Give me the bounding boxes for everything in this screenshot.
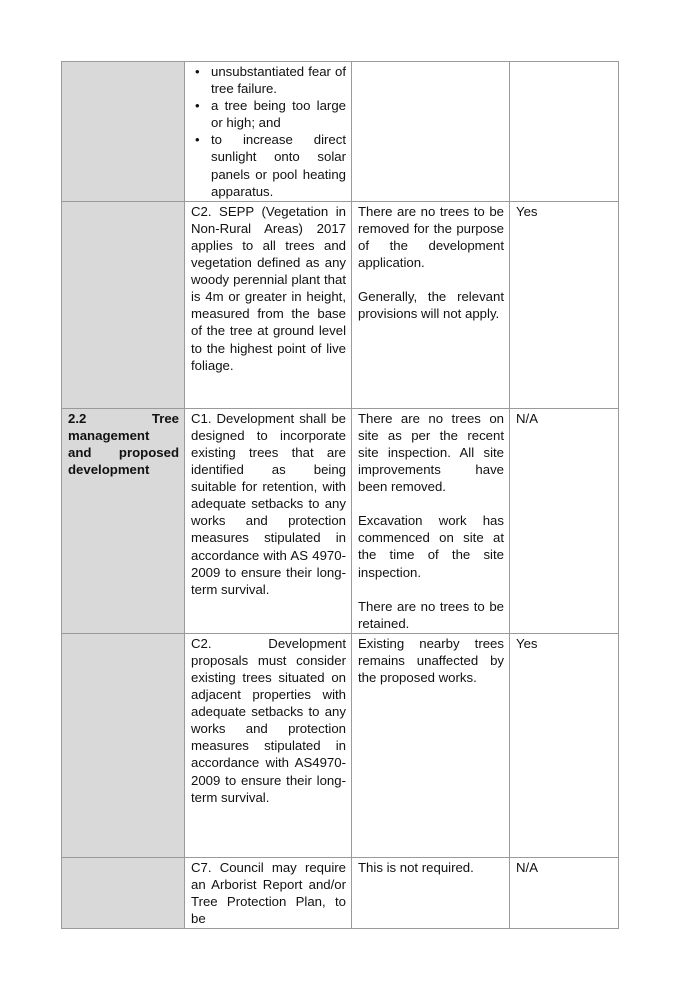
section-cell xyxy=(62,633,185,857)
comment-cell xyxy=(352,201,510,408)
control-cell xyxy=(185,62,352,202)
comment-cell xyxy=(352,633,510,857)
control-cell xyxy=(185,633,352,857)
table-row xyxy=(62,633,619,857)
control-text: C1. Development shall be designed to incorporate existing trees that are identified as being suitable for retention, with adequate setbacks to any works and protection measures stipulated in accordance with AS 4970-2009 to ensure their long-term survival. xyxy=(191,410,346,597)
complies-value: Yes xyxy=(516,203,538,219)
complies-cell xyxy=(510,62,619,202)
control-cell xyxy=(185,857,352,928)
list-item: • a tree being too large or high; and xyxy=(211,97,346,131)
comment-text: There are no trees to be removed for the purpose of the development application. xyxy=(358,203,504,271)
section-cell xyxy=(62,857,185,928)
table-row xyxy=(62,857,619,928)
complies-cell xyxy=(510,408,619,633)
table-row xyxy=(62,201,619,408)
control-text: C2. Development proposals must consider existing trees situated on adjacent properties with adequate setbacks to any works and protection measures stipulated in accordance with AS4970-2009 to ensure their long-term survival. xyxy=(191,635,346,805)
comment-text: This is not required. xyxy=(358,859,474,875)
section-cell xyxy=(62,62,185,202)
list-item: • to increase direct sunlight onto solar panels or pool heating apparatus. xyxy=(211,131,346,199)
comment-cell xyxy=(352,408,510,633)
comment-text: There are no trees to be retained. xyxy=(358,598,504,631)
control-text: C7. Council may require an Arborist Report and/or Tree Protection Plan, to be xyxy=(191,859,346,927)
control-bullet-list xyxy=(191,63,346,200)
control-text: C2. SEPP (Vegetation in Non-Rural Areas) 2017 applies to all trees and vegetation defined as any woody perennial plant that is 4m or greater in height, measured from the base of the tree at ground level to the highest point of live foliage. xyxy=(191,203,346,373)
complies-value: Yes xyxy=(516,635,538,651)
complies-value: N/A xyxy=(516,410,538,426)
control-cell xyxy=(185,201,352,408)
comment-cell xyxy=(352,857,510,928)
comment-text: Generally, the relevant provisions will not apply. xyxy=(358,289,504,322)
comment-text: There are no trees on site as per the recent site inspection. All site improvements have been removed. xyxy=(358,410,504,495)
comment-text: Excavation work has commenced on site at the time of the site inspection. xyxy=(358,513,504,580)
complies-cell xyxy=(510,633,619,857)
compliance-table xyxy=(61,61,619,929)
complies-cell xyxy=(510,857,619,928)
comment-cell xyxy=(352,62,510,202)
complies-cell xyxy=(510,201,619,408)
comment-text: Existing nearby trees remains unaffected by the proposed works. xyxy=(358,635,504,685)
section-heading: 2.2 Tree management and proposed development xyxy=(68,410,179,478)
section-cell xyxy=(62,408,185,633)
complies-value: N/A xyxy=(516,859,538,875)
section-cell xyxy=(62,201,185,408)
control-cell xyxy=(185,408,352,633)
table-row xyxy=(62,408,619,633)
table-row xyxy=(62,62,619,202)
list-item: • unsubstantiated fear of tree failure. xyxy=(211,63,346,97)
